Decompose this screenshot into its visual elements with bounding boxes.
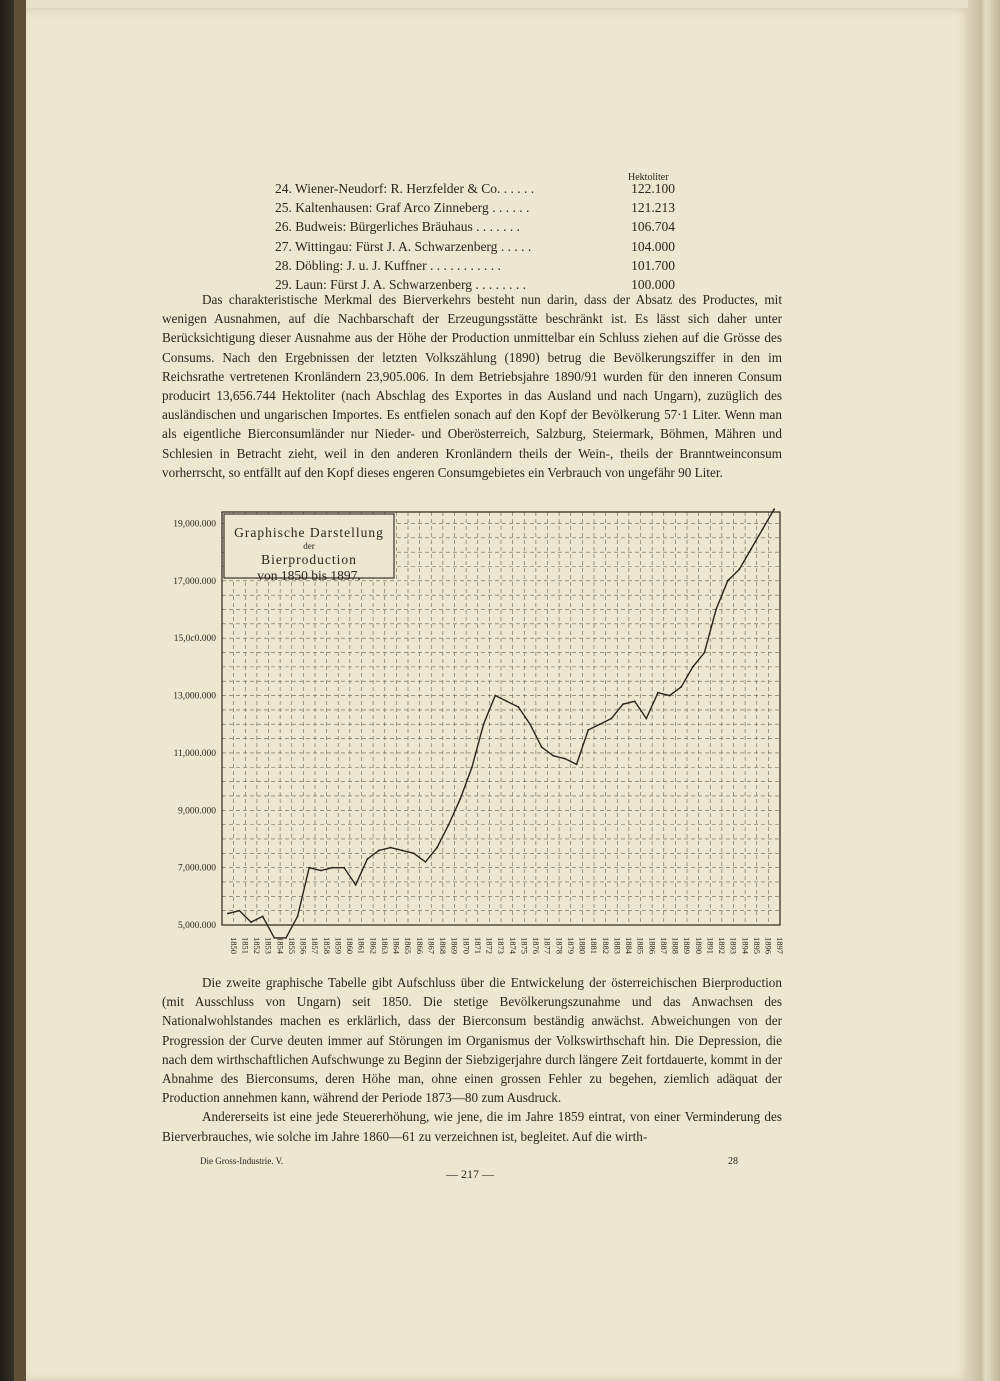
leader-dots: . . . . . xyxy=(497,238,532,254)
data-point xyxy=(715,609,717,611)
data-point xyxy=(762,528,764,530)
page-stack-edge xyxy=(968,0,1000,1381)
x-tick-label: 1860 xyxy=(345,937,356,954)
x-tick-label: 1850 xyxy=(228,937,239,954)
x-tick-label: 1856 xyxy=(298,937,309,954)
data-point xyxy=(425,861,427,863)
brewery-name: 27. Wittingau: Fürst J. A. Schwarzenberg xyxy=(275,238,498,254)
paragraph-consumption: Das charakteristische Merkmal des Bierverkehrs besteht nun darin, dass der Absatz des Productes, mit wenigen Ausnahmen, auf die Nachbarschaft der Erzeugungsstätte beschränkt ist. Es lässt sich daher unter Berücksichtigung dieser Ausnahme aus der Höhe der Production unmittelbar ein Schluss ziehen auf die Grösse des Consums. Nach den Ergebnissen der letzten Volkszählung (1890) betrug die Bevölkerungsziffer in den im Reichsrathe vertretenen Kronländern 23,905.006. In dem Betriebsjahre 1890/91 wurden für den inneren Consum producirt 13,656.744 Hektoliter (nach Abschlag des Exportes in das Ausland und nach Ungarn), zuzüglich des ausländischen und ungarischen Importes. Es entfielen sonach auf den Kopf der Bevölkerung 57·1 Liter. Wenn man als eigentliche Bierconsumländer nur Nieder- und Oberösterreich, Salzburg, Steiermark, Böhmen, Mähren und Schlesien in Betracht zieht, weil in den anderen Kronländern theils der Wein-, theils der Branntweinconsum vorherrscht, so entfällt auf den Kopf dieses engeren Consumgebietes ein Verbrauch von ungefähr 90 Liter. xyxy=(162,292,782,480)
data-point xyxy=(448,824,450,826)
binding-edge xyxy=(0,0,26,1381)
data-point xyxy=(250,921,252,923)
data-point xyxy=(692,666,694,668)
leader-dots: . . . . . . . xyxy=(472,219,520,235)
x-tick-label: 1876 xyxy=(531,937,542,954)
leader-dots: . . . . . . xyxy=(488,200,530,216)
data-point xyxy=(239,910,241,912)
x-tick-label: 1862 xyxy=(368,937,379,954)
x-tick-label: 1872 xyxy=(484,937,495,954)
data-point xyxy=(669,695,671,697)
brewery-list xyxy=(275,179,675,294)
x-tick-label: 1879 xyxy=(565,937,576,954)
list-item xyxy=(275,179,675,198)
data-point xyxy=(704,652,706,654)
x-tick-label: 1888 xyxy=(670,937,681,954)
brewery-name: 29. Laun: Fürst J. A. Schwarzenberg xyxy=(275,276,472,292)
x-tick-label: 1869 xyxy=(449,937,460,954)
brewery-value: 121.213 xyxy=(631,200,675,216)
data-point xyxy=(622,703,624,705)
brewery-name: 24. Wiener-Neudorf: R. Herzfelder & Co. xyxy=(275,181,501,196)
x-tick-label: 1864 xyxy=(391,937,402,954)
data-point xyxy=(320,870,322,872)
data-point xyxy=(471,766,473,768)
x-tick-label: 1890 xyxy=(693,937,704,954)
data-point xyxy=(227,913,229,915)
data-point xyxy=(587,729,589,731)
x-tick-label: 1867 xyxy=(426,937,437,954)
x-tick-label: 1882 xyxy=(600,937,611,954)
data-point xyxy=(611,718,613,720)
brewery-value: 106.704 xyxy=(631,219,675,235)
data-point xyxy=(657,692,659,694)
x-tick-label: 1863 xyxy=(379,937,390,954)
data-point xyxy=(436,847,438,849)
brewery-name: 28. Döbling: J. u. J. Kuffner xyxy=(275,257,427,273)
data-point xyxy=(355,884,357,886)
data-point xyxy=(308,867,310,869)
x-tick-label: 1889 xyxy=(682,937,693,954)
data-point xyxy=(494,695,496,697)
x-tick-label: 1894 xyxy=(740,937,751,954)
data-point xyxy=(645,718,647,720)
y-tick-label: 11,000.000 xyxy=(173,748,216,759)
data-point xyxy=(541,746,543,748)
brewery-value: 100.000 xyxy=(631,276,675,292)
footer-signature: Die Gross-Industrie. V. xyxy=(200,1156,284,1166)
x-tick-label: 1873 xyxy=(496,937,507,954)
x-tick-label: 1851 xyxy=(240,937,251,954)
x-tick-label: 1859 xyxy=(333,937,344,954)
chart-title-line: Graphische Darstellung xyxy=(234,525,384,540)
data-point xyxy=(552,755,554,757)
x-tick-label: 1858 xyxy=(321,937,332,954)
chart-title-line: der xyxy=(303,541,315,551)
x-tick-label: 1854 xyxy=(275,937,286,954)
y-tick-label: 17,000.000 xyxy=(173,576,216,587)
x-tick-label: 1877 xyxy=(542,937,553,954)
brewery-name: 25. Kaltenhausen: Graf Arco Zinneberg xyxy=(275,200,489,216)
x-tick-label: 1886 xyxy=(647,937,658,954)
data-point xyxy=(390,847,392,849)
data-point xyxy=(378,850,380,852)
data-point xyxy=(459,798,461,800)
x-tick-label: 1893 xyxy=(728,937,739,954)
brewery-value: 104.000 xyxy=(631,238,675,254)
x-tick-label: 1892 xyxy=(717,937,728,954)
chart-title-line: von 1850 bis 1897. xyxy=(257,568,361,583)
data-point xyxy=(506,700,508,702)
data-point xyxy=(401,850,403,852)
data-point xyxy=(297,915,299,917)
data-point xyxy=(273,937,275,939)
y-tick-label: 15,0c0.000 xyxy=(173,634,216,645)
x-tick-label: 1885 xyxy=(635,937,646,954)
list-item xyxy=(275,256,675,275)
x-tick-label: 1875 xyxy=(519,937,530,954)
x-tick-label: 1857 xyxy=(310,937,321,954)
data-point xyxy=(262,915,264,917)
x-tick-label: 1887 xyxy=(658,937,669,954)
brewery-value: 122.100 xyxy=(631,181,675,196)
x-tick-label: 1891 xyxy=(705,937,716,954)
x-tick-label: 1871 xyxy=(472,937,483,954)
y-tick-label: 9,000.000 xyxy=(178,806,216,817)
data-point xyxy=(680,686,682,688)
data-point xyxy=(750,548,752,550)
chart-title-line: Bierproduction xyxy=(261,552,357,567)
data-point xyxy=(343,867,345,869)
x-tick-label: 1881 xyxy=(589,937,600,954)
x-tick-label: 1866 xyxy=(414,937,425,954)
x-tick-label: 1895 xyxy=(751,937,762,954)
x-tick-label: 1897 xyxy=(775,937,786,954)
x-tick-label: 1874 xyxy=(507,937,518,954)
x-tick-label: 1870 xyxy=(461,937,472,954)
x-tick-label: 1853 xyxy=(263,937,274,954)
signature-number: 28 xyxy=(728,1156,738,1167)
data-point xyxy=(599,723,601,725)
x-tick-label: 1884 xyxy=(624,937,635,954)
list-item xyxy=(275,198,675,217)
x-tick-label: 1855 xyxy=(286,937,297,954)
data-point xyxy=(483,723,485,725)
x-tick-label: 1883 xyxy=(612,937,623,954)
x-tick-label: 1861 xyxy=(356,937,367,954)
data-point xyxy=(332,867,334,869)
brewery-value: 101.700 xyxy=(631,257,675,273)
list-item xyxy=(275,237,675,256)
data-point xyxy=(564,758,566,760)
data-point xyxy=(529,723,531,725)
x-tick-label: 1852 xyxy=(252,937,263,954)
data-point xyxy=(576,763,578,765)
data-point xyxy=(773,508,775,510)
x-tick-label: 1868 xyxy=(438,937,449,954)
unit-heading: Hektoliter xyxy=(628,172,669,183)
data-point xyxy=(727,580,729,582)
data-point xyxy=(285,937,287,939)
y-tick-label: 19,000.000 xyxy=(173,519,216,530)
page-number: — 217 — xyxy=(446,1167,494,1181)
data-point xyxy=(738,568,740,570)
x-tick-label: 1896 xyxy=(763,937,774,954)
data-point xyxy=(634,700,636,702)
data-point xyxy=(413,852,415,854)
production-chart-svg xyxy=(150,500,800,970)
leader-dots: . . . . . . . . . . . xyxy=(426,257,501,273)
production-chart xyxy=(150,500,800,970)
x-tick-label: 1865 xyxy=(403,937,414,954)
list-item xyxy=(275,217,675,236)
leader-dots: . . . . . . . . xyxy=(471,276,526,292)
y-tick-label: 7,000.000 xyxy=(178,863,216,874)
paragraph-development: Die zweite graphische Tabelle gibt Aufschluss über die Entwickelung der österreichischen Bierproduction (mit Ausschluss von Ungarn) seit 1850. Die stetige Bevölkerungszunahme und das Anwachsen des Nationalwohlstandes machen es erklärlich, dass der Bierconsum beständig anwächst. Abweichungen von der Progression der Curve deuten immer auf Störungen im Organismus der Volkswirthschaft hin. Die Depression, die nach dem wirthschaftlichen Aufschwunge zu Beginn der Siebzigerjahre durch längere Zeit fortdauerte, kommt in der Abnahme des Bierconsums, deren Höhe man, ohne einen grossen Fehler zu begehen, ziemlich adäquat der Production annehmen kann, während der Periode 1873—80 zum Ausdruck. Andererseits ist eine jede Steuererhöhung, wie jene, die im Jahre 1859 eintrat, von einer Verminderung des Bierverbrauches, wie solche im Jahre 1860—61 zu verzeichnen ist, begleitet. Auf die wirth- xyxy=(162,975,782,1144)
x-tick-label: 1880 xyxy=(577,937,588,954)
x-tick-label: 1878 xyxy=(554,937,565,954)
y-tick-label: 5,000.000 xyxy=(178,921,216,931)
data-point xyxy=(518,706,520,708)
brewery-name: 26. Budweis: Bürgerliches Bräuhaus xyxy=(275,219,473,235)
leader-dots: . . . . . xyxy=(500,181,535,196)
data-point xyxy=(366,858,368,860)
y-tick-label: 13,000.000 xyxy=(173,691,216,702)
